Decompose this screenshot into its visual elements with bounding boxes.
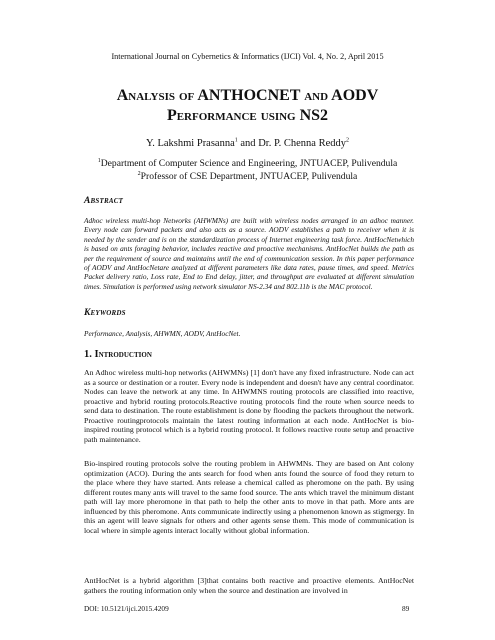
- author-joiner: and: [237, 138, 259, 149]
- keywords-text: Performance, Analysis, AHWMN, AODV, AntHocNet.: [84, 329, 241, 338]
- author-2: Dr. P. Chenna Reddy: [258, 138, 346, 149]
- affiliation-1-text: Department of Computer Science and Engineering, JNTUACEP, Pulivendula: [100, 158, 398, 169]
- affiliation-1: [0, 158, 495, 169]
- affiliation-2-text: Professor of CSE Department, JNTUACEP, Pulivendula: [140, 171, 358, 182]
- affiliation-2: [0, 171, 495, 182]
- introduction-heading: 1. Introduction: [84, 349, 152, 360]
- author-1-sup: 1: [234, 137, 238, 144]
- intro-paragraph-1: An Adhoc wireless multi-hop networks (AHWMNs) [1] don't have any fixed infrastructure. Node can act as a source or destination or a router. Every node is independent and doesn't have any central coordinator. Nodes can leave the network at any time. In AHWMNS routing protocols are classified into reactive, proactive and hybrid routing protocols.Reactive routing protocols find the route when source needs to send data to destination. The route establishment is done by flooding the packets throughout the network. Proactive routingprotocols maintain the latest routing information at each node. AntHocNet is bio-inspired routing protocol which is a hybrid routing protocol. It follows reactive route setup and proactive path maintenance.: [84, 368, 414, 444]
- paper-title: [40, 86, 455, 126]
- title-line-1: Analysis of ANTHOCNET and AODV: [116, 87, 379, 104]
- author-1: Y. Lakshmi Prasanna: [146, 138, 235, 149]
- affiliation-2-sup: 2: [137, 170, 141, 177]
- footer-doi: DOI: 10.5121/ijci.2015.4209: [84, 604, 169, 613]
- author-2-sup: 2: [345, 137, 349, 144]
- abstract-heading: Abstract: [84, 196, 124, 206]
- footer-page-number: 89: [402, 604, 410, 613]
- intro-paragraph-2: Bio-inspired routing protocols solve the routing problem in AHWMNs. They are based on Ant colony optimization (ACO). During the ants search for food when ants found the source of food they return to the place where they have started. Ants release a chemical called as pheromone on the path. By using different routes many ants will travel to the same food source. The ants which travel the minimum distant path will lay more pheromone in that path to help the other ants to move in that path. More ants are influenced by this pheromone. Ants communicate indirectly using a phenomenon known as stigmergy. In this an agent will leave signals for others and other agents sense them. This mode of communication is local where in simple agents interact locally without global information.: [84, 459, 414, 535]
- title-line-2: Performance using NS2: [166, 107, 329, 124]
- keywords-heading: Keywords: [84, 308, 126, 318]
- affiliation-1-sup: 1: [97, 157, 101, 164]
- abstract-text: Adhoc wireless multi-hop Networks (AHWMNs) are built with wireless nodes arranged in an adhoc manner. Every node can forward packets and also acts as a source. AODV establishes a path to receiver when it is needed by the sender and is on the standardization process of Internet engineering task force. AntHocNetwhich is based on ants foraging behavior, includes reactive and proactive mechanisms. AntHocNet builds the path as per the requirement of source and maintains until the end of communication session. In this paper performance of AODV and AntHocNetare analyzed at different parameters like data rates, pause times, and speed. Metrics Packet delivery ratio, Loss rate, End to End delay, jitter, and throughput are evaluated at different simulation times. Simulation is performed using network simulator NS-2.34 and 802.11b is the MAC protocol.: [84, 216, 414, 291]
- journal-header: International Journal on Cybernetics & Informatics (IJCI) Vol. 4, No. 2, April 2015: [111, 52, 384, 61]
- intro-paragraph-3: AntHocNet is a hybrid algorithm [3]that contains both reactive and proactive elements. AntHocNet gathers the routing information only when the source and destination are involved in: [84, 576, 414, 595]
- authors-line: [0, 138, 495, 149]
